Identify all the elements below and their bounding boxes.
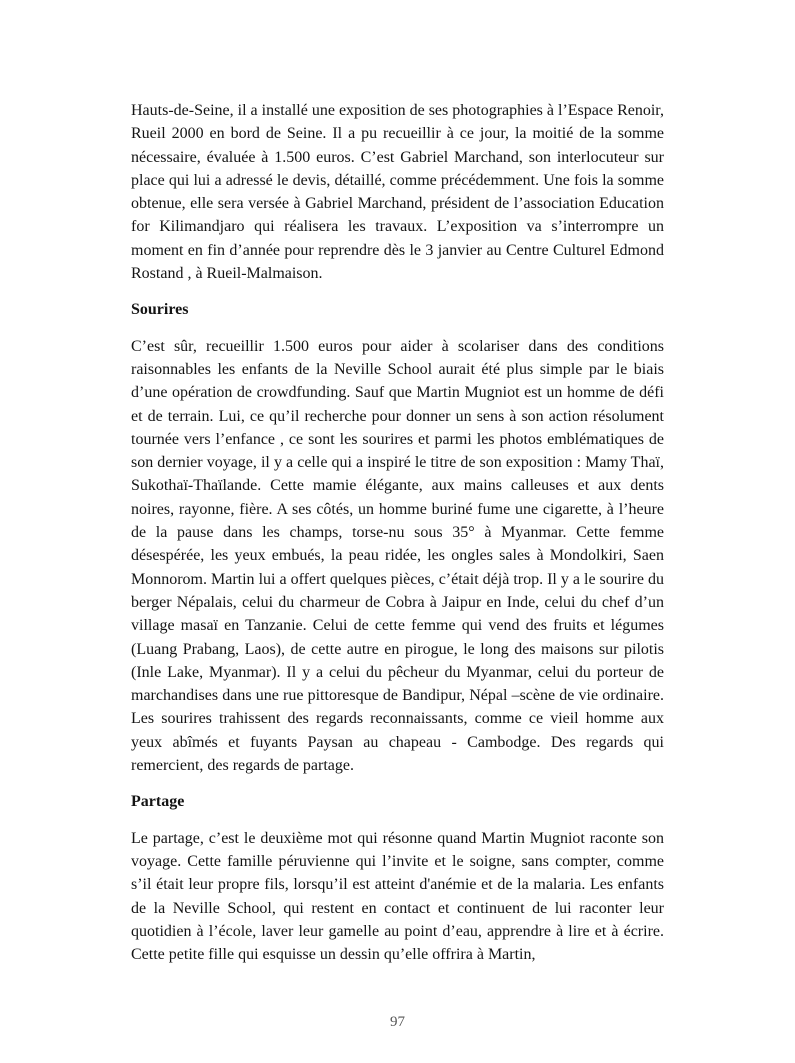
page-number: 97 xyxy=(390,1014,405,1030)
paragraph-partage: Le partage, c’est le deuxième mot qui résonne quand Martin Mugniot raconte son voyage. Cette famille péruvienne qui l’invite et le soigne, sans compter, comme s’il était leur propre fils, lorsqu’il est atteint d'anémie et de la malaria. Les enfants de la Neville School, qui restent en contact et continuent de lui raconter leur quotidien à l’école, laver leur gamelle au point d’eau, apprendre à lire et à écrire. Cette petite fille qui esquisse un dessin qu’elle offrira à Martin, xyxy=(131,829,664,964)
page-content xyxy=(131,99,664,979)
paragraph-exposition: Hauts-de-Seine, il a installé une exposition de ses photographies à l’Espace Renoir, Rueil 2000 en bord de Seine. Il a pu recueillir à ce jour, la moitié de la somme nécessaire, évaluée à 1.500 euros. C’est Gabriel Marchand, son interlocuteur sur place qui lui a adressé le devis, détaillé, comme précédemment. Une fois la somme obtenue, elle sera versée à Gabriel Marchand, président de l’association Education for Kilimandjaro qui réalisera les travaux. L’exposition va s’interrompre un moment en fin d’année pour reprendre dès le 3 janvier au Centre Culturel Edmond Rostand , à Rueil-Malmaison. xyxy=(131,102,664,283)
section-heading-partage: Partage xyxy=(131,793,185,811)
paragraph-sourires: C’est sûr, recueillir 1.500 euros pour aider à scolariser dans des conditions raisonnables les enfants de la Neville School aurait été plus simple par le biais d’une opération de crowdfunding. Sauf que Martin Mugniot est un homme de défi et de terrain. Lui, ce qu’il recherche pour donner un sens à son action résolument tournée vers l’enfance , ce sont les sourires et parmi les photos emblématiques de son dernier voyage, il y a celle qui a inspiré le titre de son exposition : Mamy Thaï, Sukothaï-Thaïlande. Cette mamie élégante, aux mains calleuses et aux dents noires, rayonne, fière. A ses côtés, un homme buriné fume une cigarette, à l’heure de la pause dans les champs, torse-nu sous 35° à Myanmar. Cette femme désespérée, les yeux embués, la peau ridée, les ongles sales à Mondolkiri, Saen Monnorom. Martin lui a offert quelques pièces, c’était déjà trop. Il y a le sourire du berger Népalais, celui du charmeur de Cobra à Jaipur en Inde, celui du chef d’un village masaï en Tanzanie. Celui de cette femme qui vend des fruits et légumes (Luang Prabang, Laos), de cette autre en pirogue, le long des maisons sur pilotis (Inle Lake, Myanmar). Il y a celui du pêcheur du Myanmar, celui du porteur de marchandises dans une rue pittoresque de Bandipur, Népal –scène de vie ordinaire. Les sourires trahissent des regards reconnaissants, comme ce vieil homme aux yeux abîmés et fuyants Paysan au chapeau - Cambodge. Des regards qui remercient, des regards de partage. xyxy=(131,337,664,775)
section-heading-sourires: Sourires xyxy=(131,301,189,319)
